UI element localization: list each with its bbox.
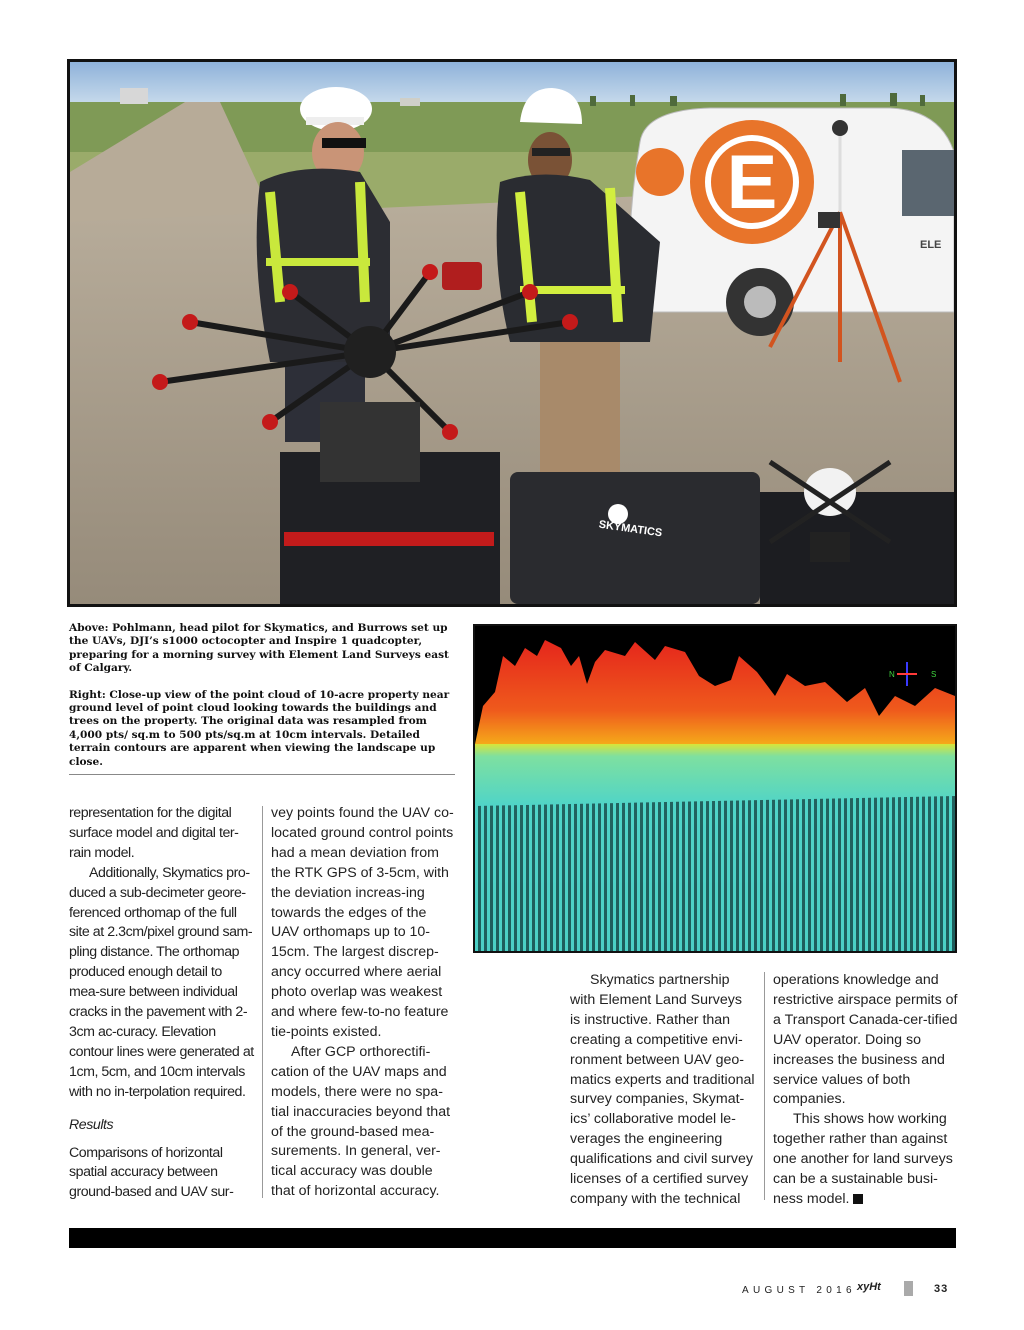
van-side-text: ELE	[920, 239, 942, 251]
point-cloud-image	[473, 624, 957, 953]
text-column-2	[271, 804, 457, 1202]
caption-right: Right: Close-up view of the point cloud of 10-acre property near ground level of point cloud looking towards the buildings and trees on the property. The original data was resampled from 4,000 pts/ sq.m to 500 pts/sq.m at 10cm intervals. Detailed terrain contours are apparent when viewing the landscape up close.	[69, 688, 450, 768]
page-number: 33	[934, 1283, 949, 1295]
issue-date: AUGUST 2016	[742, 1285, 856, 1296]
van-logo-letter: E	[726, 140, 778, 225]
compass-south: S	[931, 670, 937, 679]
col3-paragraph-1: Skymatics partnership with Element Land Surveys is instructive. Rather than creating a competitive envi-ronment between UAV geo-matics experts and traditional survey companies, Skymat-ics’ collaborative model le-verages the engineering qualifications and civil survey licenses of a certified survey company with the technical	[570, 972, 755, 1207]
col1-paragraph-3: Comparisons of horizontal spatial accuracy between ground-based and UAV sur-	[69, 1144, 234, 1201]
col1-paragraph-2: Additionally, Skymatics pro-duced a sub-decimeter geore-ferenced orthomap of the full site at 2.3cm/pixel ground sam-pling distance. The orthomap produced enough detail to mea-sure between individual cracks in the pavement with 2-3cm ac-curacy. Elevation contour lines were generated at 1cm, 5cm, and 10cm intervals with no in-terpolation required.	[69, 864, 254, 1100]
col4-paragraph-1: operations knowledge and restrictive airspace permits of a Transport Canada-cer-tified UAV operator. Doing so increases the business and service values of both companies.	[773, 972, 958, 1108]
column-divider-1	[262, 806, 263, 1198]
text-column-3	[570, 971, 756, 1210]
column-divider-2	[764, 972, 765, 1200]
text-column-4	[773, 971, 959, 1210]
col2-paragraph-2: After GCP orthorectifi-cation of the UAV maps and models, there were no spa-tial inaccuracies beyond that of the ground-based mea-surements. In general, ver-tical accuracy was double that of horizontal accuracy.	[271, 1043, 451, 1200]
col1-paragraph-1: representation for the digital surface model and digital ter-rain model.	[69, 805, 239, 861]
footer-bar	[69, 1228, 956, 1248]
caption-divider	[69, 774, 455, 775]
magazine-name: xyHt	[857, 1281, 881, 1293]
col4-paragraph-2: This shows how working together rather than against one another for land surveys can be a sustainable busi-ness model.	[773, 1111, 953, 1207]
text-column-1	[69, 804, 255, 1203]
results-heading: Results	[69, 1116, 114, 1133]
case-label: SKYMATICS	[597, 518, 663, 540]
drone-team-photo	[67, 59, 957, 607]
folio-separator	[904, 1281, 913, 1296]
compass-north: N	[889, 670, 895, 679]
caption-above: Above: Pohlmann, head pilot for Skymatics, and Burrows set up the UAVs, DJI’s s1000 octocopter and Inspire 1 quadcopter, preparing for a morning survey with Element Land Surveys east of Calgary.	[69, 622, 449, 675]
photo-captions	[69, 622, 459, 782]
end-of-article-icon	[853, 1194, 863, 1204]
col2-paragraph-1: vey points found the UAV co-located ground control points had a mean deviation from the RTK GPS of 3-5cm, with the deviation increas-ing towards the edges of the UAV orthomaps up to 10-15cm. The largest discrep-ancy occurred where aerial photo overlap was weakest and where few-to-no feature tie-points existed.	[271, 805, 454, 1040]
